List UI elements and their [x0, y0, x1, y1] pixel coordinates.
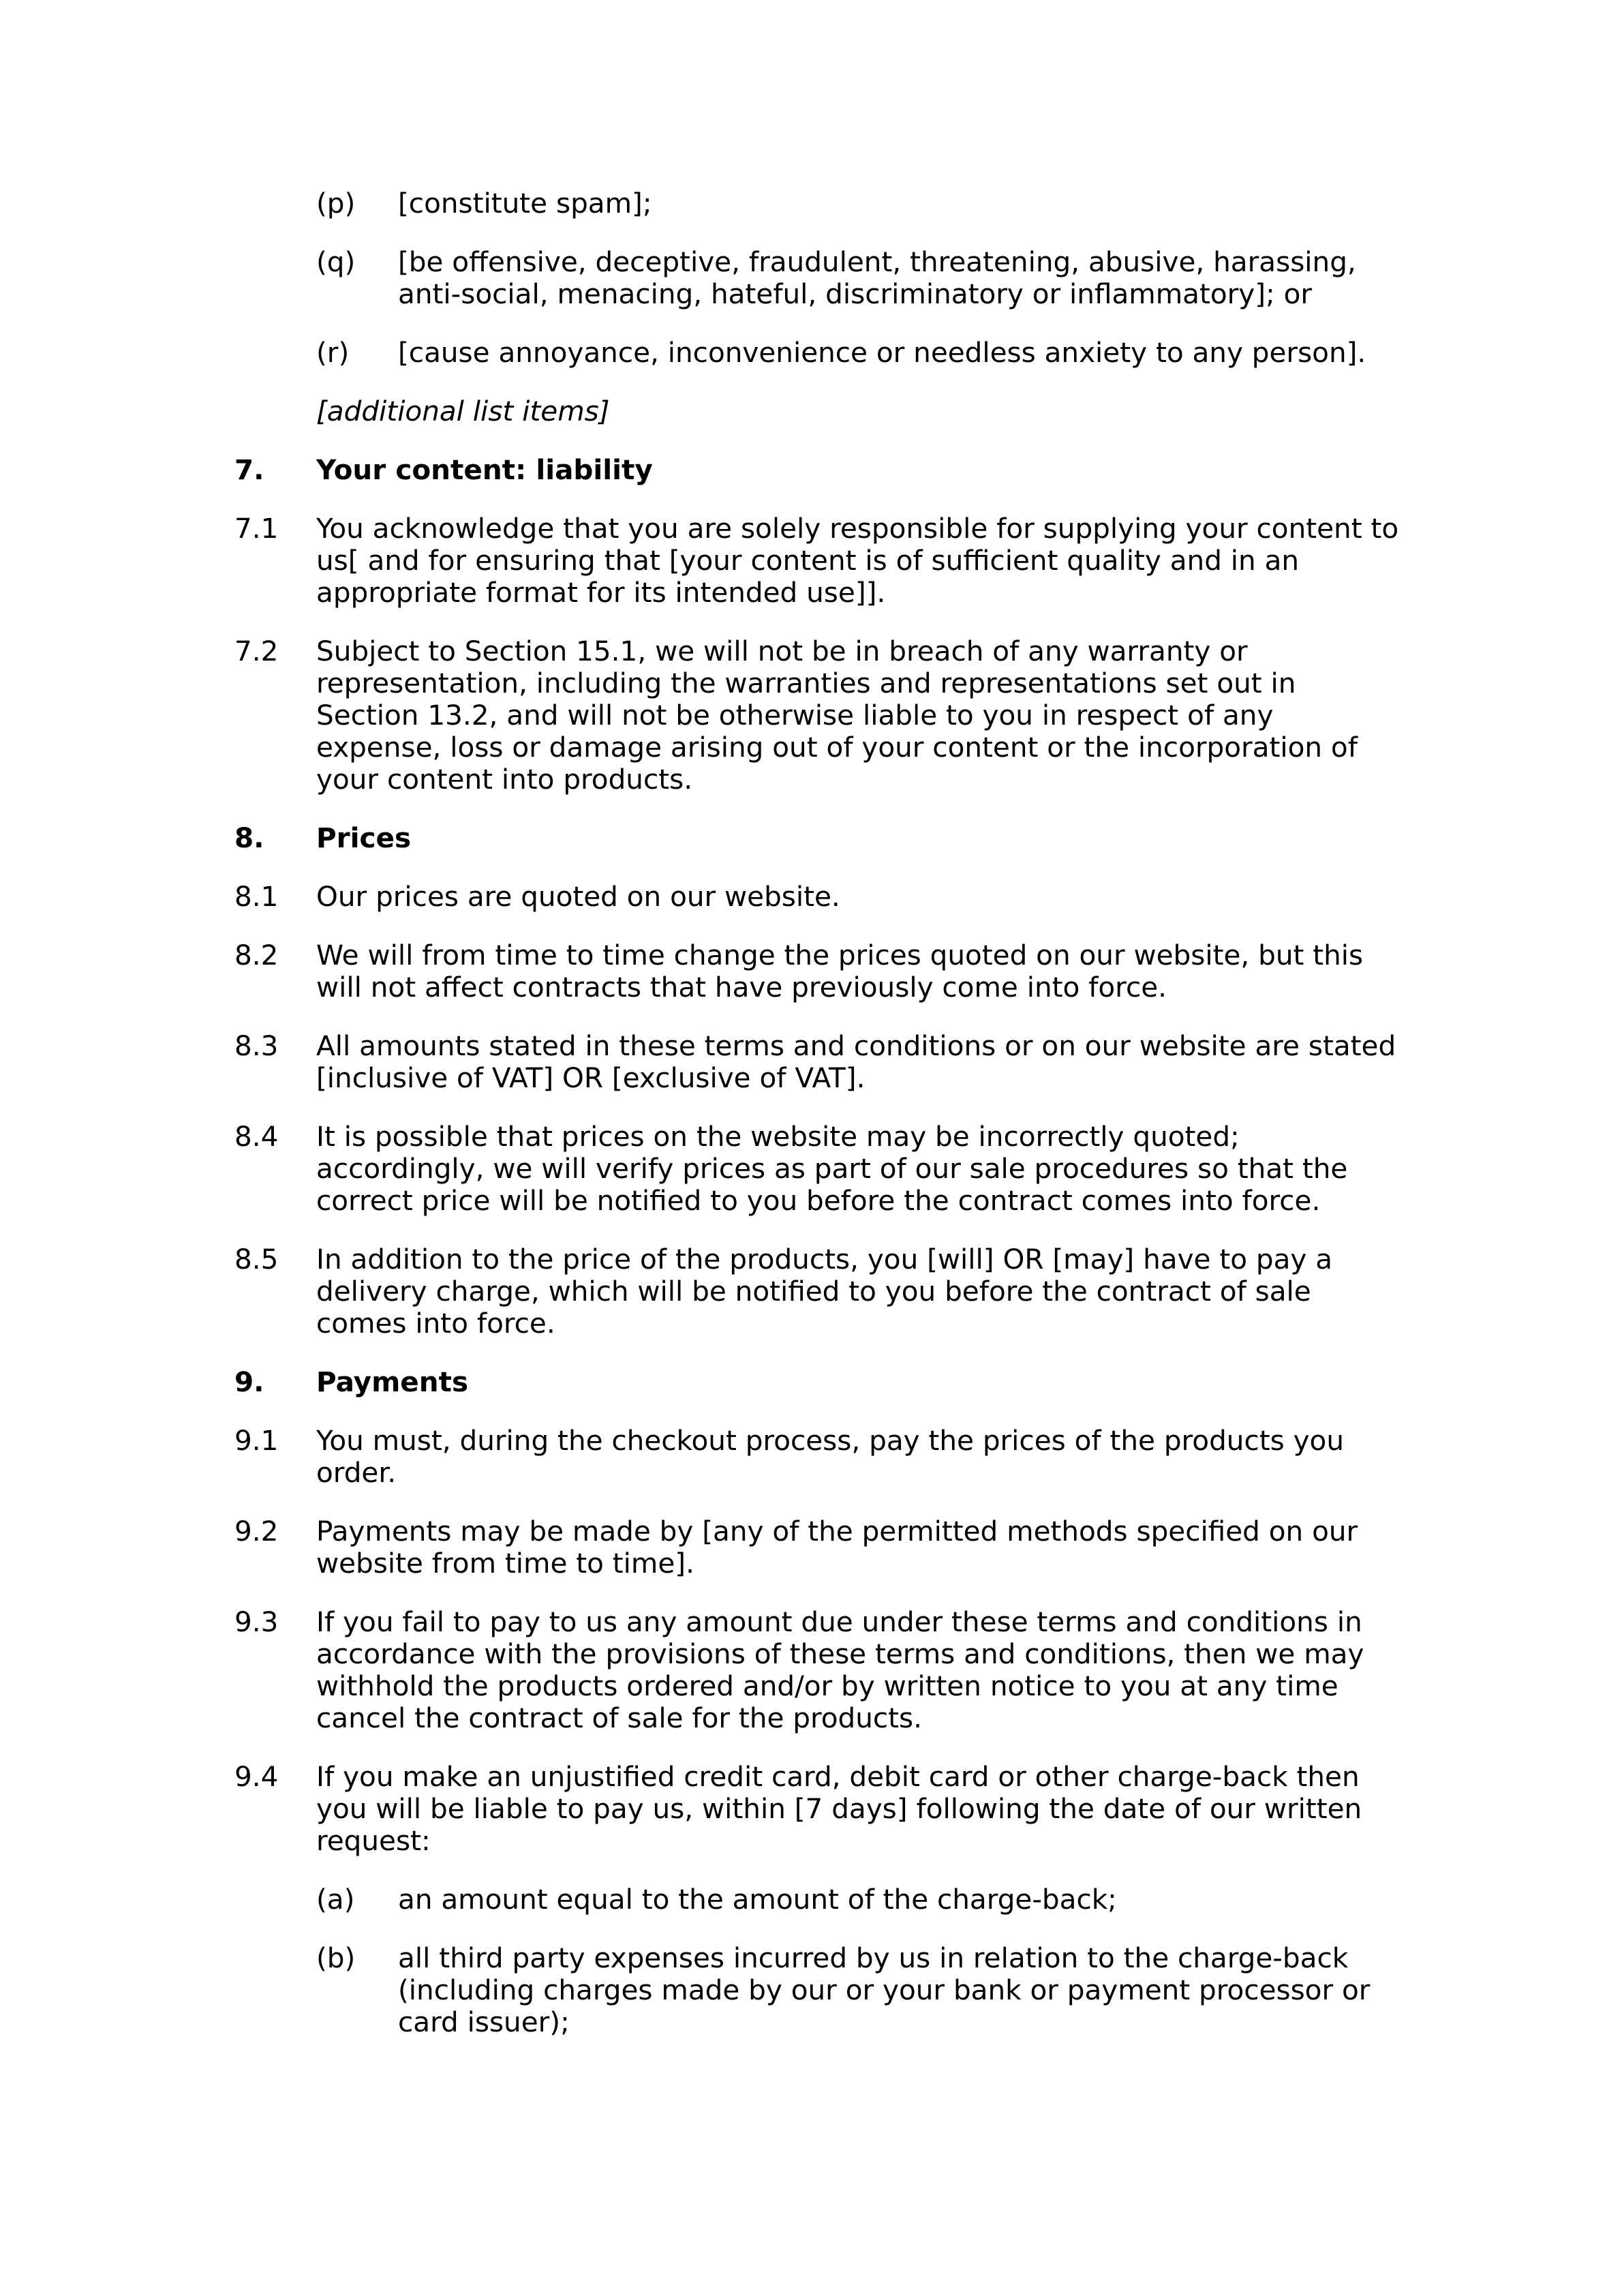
list-item-a — [234, 1884, 1407, 1916]
clause-9-2 — [234, 1515, 1407, 1580]
clause-text: If you make an unjustified credit card, debit card or other charge-back then you will be liable to pay us, within [7 days] following the date of our written request: — [316, 1760, 1362, 1857]
item-label: (b) — [316, 1942, 356, 1974]
clause-text: If you fail to pay to us any amount due under these terms and conditions in accordance with the provisions of these terms and conditions, then we may withhold the products ordered and/or by written notice to you at any time cancel the contract of sale for the products. — [316, 1605, 1364, 1734]
clause-9-1 — [234, 1425, 1407, 1489]
clause-text: In addition to the price of the products, you [will] OR [may] have to pay a delivery charge, which will be notified to you before the contract of sale comes into force. — [316, 1243, 1333, 1340]
clause-8-2 — [234, 939, 1407, 1003]
list-item-r — [234, 337, 1407, 369]
drafting-note: [additional list items] — [316, 395, 610, 427]
document-body — [234, 187, 1407, 2065]
section-title: Your content: liability — [316, 453, 653, 486]
item-text: an amount equal to the amount of the charge-back; — [398, 1883, 1117, 1916]
item-text: [constitute spam]; — [398, 187, 652, 220]
item-text: [be offensive, deceptive, fraudulent, threatening, abusive, harassing, anti-social, menacing, hateful, discriminatory or inflammatory]; or — [398, 245, 1356, 310]
section-number: 8. — [234, 821, 264, 854]
clause-number: 8.2 — [234, 939, 279, 971]
clause-number: 8.4 — [234, 1120, 279, 1153]
clause-9-3 — [234, 1606, 1407, 1734]
item-label: (p) — [316, 187, 356, 220]
list-item-q — [234, 246, 1407, 310]
list-item-p — [234, 187, 1407, 220]
clause-text: All amounts stated in these terms and conditions or on our website are stated [inclusive of VAT] OR [exclusive of VAT]. — [316, 1029, 1396, 1094]
clause-text: Subject to Section 15.1, we will not be in breach of any warranty or representation, including the warranties and representations set out in Section 13.2, and will not be otherwise liable to you in respect of any expense, loss or damage arising out of your content or the incorporation of your content into products. — [316, 635, 1358, 796]
clause-7-2 — [234, 635, 1407, 796]
clause-text: It is possible that prices on the website may be incorrectly quoted; accordingly, we will verify prices as part of our sale procedures so that the correct price will be notified to you before the contract comes into force. — [316, 1120, 1348, 1217]
clause-text: We will from time to time change the prices quoted on our website, but this will not affect contracts that have previously come into force. — [316, 939, 1364, 1003]
section-title: Prices — [316, 821, 412, 854]
clause-7-1 — [234, 513, 1407, 609]
clause-text: You acknowledge that you are solely responsible for supplying your content to us[ and for ensuring that [your content is of sufficient quality and in an appropriate format for its intended use]]. — [316, 512, 1399, 609]
clause-number: 7.2 — [234, 635, 279, 667]
item-label: (q) — [316, 245, 356, 278]
section-heading-8 — [234, 822, 1407, 854]
clause-number: 9.1 — [234, 1424, 279, 1457]
clause-number: 9.2 — [234, 1515, 279, 1547]
clause-text: You must, during the checkout process, pay the prices of the products you order. — [316, 1424, 1344, 1489]
clause-number: 9.3 — [234, 1605, 279, 1638]
clause-number: 7.1 — [234, 512, 279, 545]
clause-text: Our prices are quoted on our website. — [316, 880, 840, 913]
section-heading-9 — [234, 1366, 1407, 1398]
clause-number: 8.3 — [234, 1029, 279, 1062]
clause-number: 9.4 — [234, 1760, 279, 1793]
item-label: (r) — [316, 336, 350, 369]
clause-8-1 — [234, 881, 1407, 913]
clause-number: 8.5 — [234, 1243, 279, 1275]
clause-number: 8.1 — [234, 880, 279, 913]
clause-8-5 — [234, 1243, 1407, 1340]
item-label: (a) — [316, 1883, 355, 1916]
list-item-b — [234, 1942, 1407, 2038]
clause-text: Payments may be made by [any of the permitted methods specified on our website from time to time]. — [316, 1515, 1358, 1580]
clause-8-4 — [234, 1121, 1407, 1217]
item-text: [cause annoyance, inconvenience or needless anxiety to any person]. — [398, 336, 1366, 369]
section-number: 7. — [234, 453, 264, 486]
section-heading-7 — [234, 454, 1407, 486]
section-number: 9. — [234, 1365, 264, 1398]
section-title: Payments — [316, 1365, 469, 1398]
clause-9-4 — [234, 1761, 1407, 1857]
item-text: all third party expenses incurred by us in relation to the charge-back (including charges made by our or your bank or payment processor or card issuer); — [398, 1942, 1371, 2038]
clause-8-3 — [234, 1030, 1407, 1094]
